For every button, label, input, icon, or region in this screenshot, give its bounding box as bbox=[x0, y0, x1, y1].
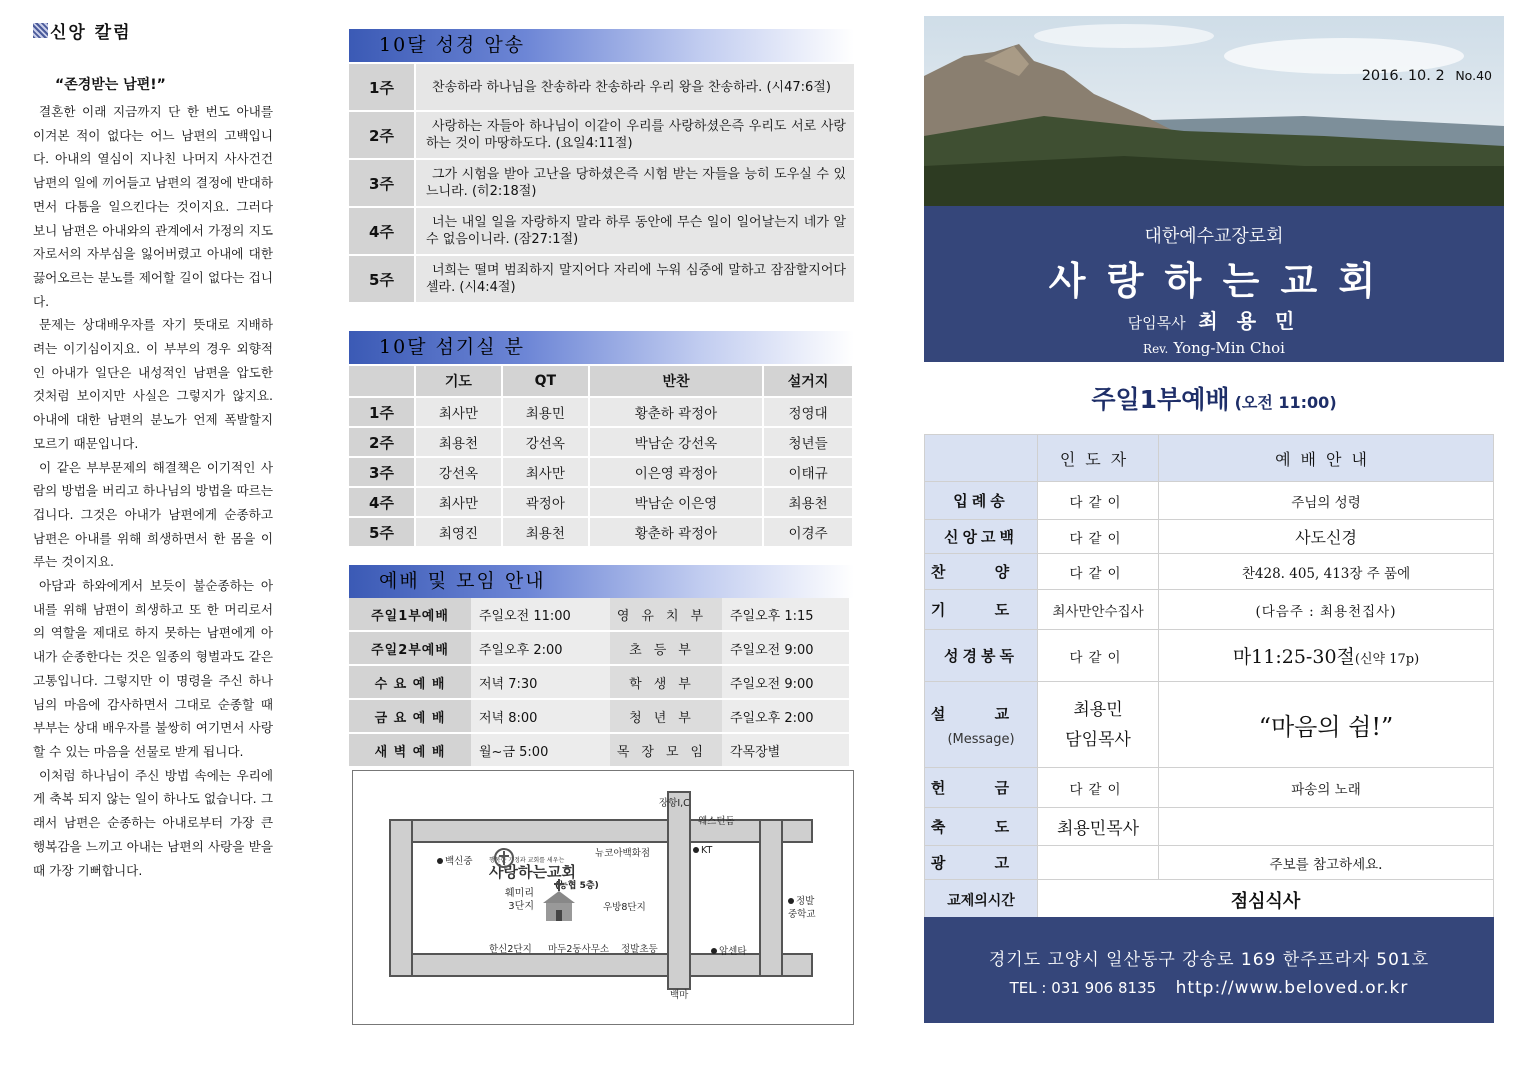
church-phone: TEL : 031 906 8135 bbox=[1009, 979, 1157, 997]
map-label-newcore: 뉴코아백화점 bbox=[595, 848, 651, 859]
table-row: 5주 너희는 떨며 범죄하지 말지어다 자리에 누워 심중에 말하고 잠잠할지어다 셀라. (시4:4절) bbox=[349, 255, 854, 303]
column-paragraph: 이처럼 하나님이 주신 방법 속에는 우리에게 축복 되지 않는 일이 하나도 없습니다. 그래서 남편은 순종하는 아내로부터 가장 큰 행복감을 느끼고 아내는 남편의 사랑을 받을 때 가장 기뻐합니다. bbox=[33, 767, 273, 878]
column-paragraph: 결혼한 이래 지금까지 단 한 번도 아내를 이겨본 적이 없다는 어느 남편의 고백입니다. 아내의 열심이 지나친 나머지 사사건건 남편의 일에 끼어들고 남편의 결정에 반대하면서 다툼을 일으킨다는 것이지요. 그러다 보니 남편은 아내와의 관계에서 가정의 지도자로서의 자부심을 잃어버렸고 아내에 대한 끓어오르는 분노를 제어할 길이 없다는 겁니다. bbox=[33, 104, 273, 309]
table-row: 교제의시간 점심식사 bbox=[925, 880, 1494, 920]
map-label-hwimiri: 훼미리 3단지 bbox=[505, 888, 534, 912]
table-row: 2주 최용천 강선옥 박남순 강선옥 청년들 bbox=[349, 427, 853, 457]
map-label-baekma: 백마 bbox=[670, 990, 689, 1001]
service-name: 주일1부예배 bbox=[1091, 385, 1230, 414]
cover-photo bbox=[924, 16, 1504, 206]
table-header-row bbox=[925, 435, 1494, 482]
contact-line bbox=[924, 978, 1494, 998]
preacher-name: 최용민 bbox=[1073, 699, 1123, 720]
map-label-jeongbal-mid: 정발 중학교 bbox=[788, 896, 816, 920]
map-label-kt: KT bbox=[693, 845, 712, 856]
map-label-cancer: 암센타 bbox=[711, 943, 747, 957]
sermon-title: “마음의 쉼!” bbox=[1159, 682, 1494, 768]
service-time: (오전 11:00) bbox=[1234, 393, 1337, 412]
mountain-image bbox=[924, 16, 1504, 206]
table-row: 광 고 주보를 참고하세요. bbox=[925, 846, 1494, 880]
map-label-madu: 마두2동사무소 bbox=[548, 944, 610, 955]
church-building-icon bbox=[539, 879, 579, 923]
service-title bbox=[924, 380, 1504, 416]
table-row: 성경봉독 다같이 마11:25-30절(신약 17p) bbox=[925, 630, 1494, 682]
map-dot-icon bbox=[788, 898, 794, 904]
table-row: 기 도 최사만안수집사 (다음주 : 최용천집사) bbox=[925, 590, 1494, 630]
table-row: 축 도 최용민목사 bbox=[925, 808, 1494, 846]
column-paragraph: 아담과 하와에게서 보듯이 불순종하는 아내를 위해 남편이 희생하고 또 한 머리로서의 역할을 제대로 하지 못하는 남편에게 아내가 순종한다는 것은 일종의 형벌과도 같은 고통입니다. 그렇지만 이 명령을 주신 하나님의 마음에 감사하면서 그대로 순종할 때 부부는 상대 배우자를 불쌍히 여기면서 사랑할 수 있는 마음을 선물로 받게 됩니다. bbox=[33, 578, 273, 759]
duty-table bbox=[349, 366, 854, 548]
table-row: 1주 최사만 최용민 황춘하 곽정아 정영대 bbox=[349, 397, 853, 427]
issue-info bbox=[1362, 68, 1492, 84]
preacher-title: 담임목사 bbox=[1065, 729, 1131, 750]
col-guide: 예배안내 bbox=[1159, 435, 1494, 482]
map-label-jeongbal-elem: 정발초등 bbox=[621, 944, 658, 955]
table-row: 헌 금 다같이 파송의 노래 bbox=[925, 768, 1494, 808]
map-church-slogan: 행복한 가정과 교회를 세우는 bbox=[489, 857, 565, 864]
table-header-row: 기도 QT 반찬 설거지 bbox=[349, 366, 853, 397]
map-road bbox=[759, 819, 783, 977]
column-body bbox=[33, 100, 273, 882]
map-label-baekshin: 백신중 bbox=[437, 853, 473, 867]
church-footer bbox=[924, 917, 1494, 1023]
issue-date: 2016. 10. 2 bbox=[1361, 68, 1445, 84]
scripture-reference: 마11:25-30절 bbox=[1232, 646, 1355, 668]
map-dot-icon bbox=[693, 847, 699, 853]
pastor-name: 최 용 민 bbox=[1198, 309, 1301, 333]
column-paragraph: 이 같은 부부문제의 해결책은 이기적인 사람의 방법을 버리고 하나님의 방법을 따르는 겁니다. 그것은 아내가 남편에게 순종하고 남편은 아내를 위해 희생하면서 한 몸을 이루는 것이지요. bbox=[33, 459, 273, 570]
map-church-floor: (농협 5층) bbox=[555, 881, 599, 891]
church-address: 경기도 고양시 일산동구 강송로 169 한주프라자 501호 bbox=[988, 950, 1430, 970]
sermon-sublabel: (Message) bbox=[947, 731, 1015, 747]
table-row: 5주 최영진 최용천 황춘하 곽정아 이경주 bbox=[349, 517, 853, 547]
church-banner bbox=[924, 206, 1504, 362]
church-name: 사 랑 하 는 교 회 bbox=[1048, 259, 1380, 303]
table-row: 주일1부예배 주일오전 11:00 영유치부 주일오후 1:15 bbox=[349, 598, 849, 631]
church-website[interactable]: http://www.beloved.or.kr bbox=[1175, 978, 1409, 998]
map-road bbox=[667, 791, 691, 990]
meetings-table bbox=[349, 598, 849, 768]
col-leader: 인도자 bbox=[1038, 435, 1159, 482]
table-row: 4주 너는 내일 일을 자랑하지 말라 하루 동안에 무슨 일이 일어날는지 네가 알 수 없음이니라. (잠27:1절) bbox=[349, 207, 854, 255]
map-label-jangang-ic: 장항I,C bbox=[659, 798, 690, 809]
table-row: 설 교 (Message) 최용민 담임목사 “마음의 쉼!” bbox=[925, 682, 1494, 768]
column-header: 신앙 칼럼 bbox=[33, 18, 273, 42]
table-row: 2주 사랑하는 자들아 하나님이 이같이 우리를 사랑하셨은즉 우리도 서로 사랑하는 것이 마땅하도다. (요일4:11절) bbox=[349, 111, 854, 159]
table-row: 금 요 예 배 저녁 8:00 청년부 주일오후 2:00 bbox=[349, 699, 849, 733]
map-dot-icon bbox=[711, 948, 717, 954]
column-title: “존경받는 남편!” bbox=[55, 77, 166, 93]
verses-table bbox=[349, 64, 854, 304]
denomination: 대한예수교장로회 bbox=[1144, 226, 1284, 247]
rev-name: Yong-Min Choi bbox=[1173, 339, 1285, 357]
table-row: 신앙고백 다같이 사도신경 bbox=[925, 520, 1494, 554]
rev-line bbox=[924, 338, 1504, 357]
header-mark-icon bbox=[33, 23, 48, 38]
pastor-line bbox=[924, 305, 1504, 334]
table-row: 3주 강선옥 최사만 이은영 곽정아 이태규 bbox=[349, 457, 853, 487]
issue-number: No.40 bbox=[1455, 68, 1492, 83]
column-paragraph: 문제는 상대배우자를 자기 뜻대로 지배하려는 이기심이지요. 이 부부의 경우 외향적인 아내가 일단은 내성적인 남편을 압도한 것처럼 보이지만 사실은 그렇지가 않지요. 아내에 대한 남편의 분노가 언제 폭발할지 모르기 때문입니다. bbox=[33, 317, 273, 451]
duty-header: 10달 섬기실 분 bbox=[349, 331, 854, 364]
table-row: 새 벽 예 배 월~금 5:00 목장모임 각목장별 bbox=[349, 733, 849, 767]
table-row: 4주 최사만 곽정아 박남순 이은영 최용천 bbox=[349, 487, 853, 517]
map-label-woobang: 우방8단지 bbox=[603, 902, 646, 913]
table-row: 수 요 예 배 저녁 7:30 학생부 주일오전 9:00 bbox=[349, 665, 849, 699]
table-row: 3주 그가 시험을 받아 고난을 당하셨은즉 시험 받는 자들을 능히 도우실 수 있느니라. (히2:18절) bbox=[349, 159, 854, 207]
map-label-hanshin: 한신2단지 bbox=[489, 944, 532, 955]
rev-label: Rev. bbox=[1143, 342, 1169, 356]
church-logo-icon bbox=[493, 847, 515, 869]
table-row: 1주 찬송하라 하나님을 찬송하라 찬송하라 우리 왕을 찬송하라. (시47:6절) bbox=[349, 64, 854, 111]
map-road bbox=[389, 953, 813, 977]
scripture-note: (신약 17p) bbox=[1354, 652, 1420, 667]
map-road bbox=[389, 819, 413, 977]
map-road bbox=[389, 819, 813, 843]
verses-header: 10달 성경 암송 bbox=[349, 29, 854, 62]
map-dot-icon bbox=[437, 858, 443, 864]
table-row: 입례송 다같이 주님의 성령 bbox=[925, 482, 1494, 520]
pastor-label: 담임목사 bbox=[1127, 314, 1186, 332]
map-church-name: 사랑하는교회 bbox=[489, 863, 576, 881]
table-row: 찬 양 다같이 찬428. 405, 413장 주 품에 bbox=[925, 554, 1494, 590]
meetings-header: 예배 및 모임 안내 bbox=[349, 565, 854, 598]
faith-column bbox=[33, 18, 273, 882]
map-label-westerdom: 웨스턴돔 bbox=[698, 816, 735, 827]
location-map bbox=[352, 770, 854, 1025]
service-order-table bbox=[924, 434, 1494, 920]
table-row: 주일2부예배 주일오후 2:00 초등부 주일오전 9:00 bbox=[349, 631, 849, 665]
